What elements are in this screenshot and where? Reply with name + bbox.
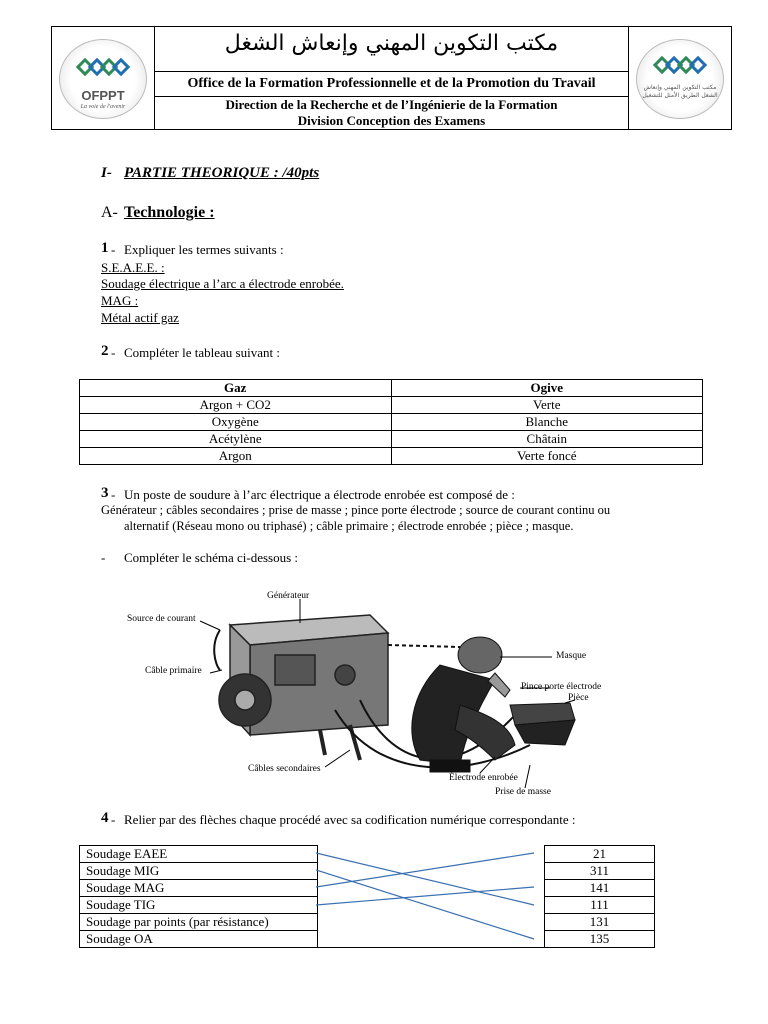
- office-title: Office de la Formation Professionnelle et de la Promotion du Travail: [155, 71, 628, 97]
- term-seaee: S.E.A.E.E. :: [101, 260, 165, 275]
- part-title: PARTIE THEORIQUE : /40pts: [124, 165, 320, 181]
- ofppt-logo-right: [628, 27, 731, 129]
- procede-cell: Soudage MAG: [80, 880, 318, 897]
- q3-text: Un poste de soudure à l’arc électrique a électrode enrobée est composé de :: [124, 487, 515, 502]
- label-prise: Prise de masse: [495, 787, 551, 797]
- q4-number: 4: [101, 810, 109, 826]
- document-header: [51, 26, 732, 130]
- section-title: Technologie :: [124, 204, 215, 221]
- table-row: [80, 431, 703, 448]
- q1-number: 1: [101, 240, 109, 256]
- code-cell: 135: [545, 931, 655, 948]
- q2-text: Compléter le tableau suivant :: [124, 345, 280, 360]
- label-cables-secondaires: Câbles secondaires: [248, 764, 321, 774]
- matching-lines: [316, 845, 536, 949]
- q1-text: Expliquer les termes suivants :: [124, 242, 284, 257]
- cell-ogive: Verte: [391, 397, 703, 414]
- code-cell: 141: [545, 880, 655, 897]
- procede-cell: Soudage MIG: [80, 863, 318, 880]
- header-ogive: Ogive: [391, 380, 703, 397]
- gas-table: [79, 379, 703, 465]
- q2-number: 2: [101, 343, 109, 359]
- table-row: [80, 414, 703, 431]
- ofppt-logo-left: [52, 27, 155, 129]
- ofppt-emblem-icon: [60, 48, 146, 88]
- cell-ogive: Blanche: [391, 414, 703, 431]
- welder-drawing: [412, 637, 515, 772]
- label-electrode: Électrode enrobée: [449, 773, 518, 783]
- table-header-row: [80, 380, 703, 397]
- division-line: Division Conception des Examens: [297, 113, 486, 128]
- logo-circle-right: [636, 39, 724, 119]
- q3-list-line1: Générateur ; câbles secondaires ; prise de masse ; pince porte électrode ; source de courant continu ou: [101, 503, 611, 517]
- label-generateur: Générateur: [267, 591, 310, 601]
- q3-task: Compléter le schéma ci-dessous :: [124, 550, 299, 565]
- procede-cell: Soudage TIG: [80, 897, 318, 914]
- table-row: [80, 448, 703, 465]
- generator-drawing: [219, 615, 388, 760]
- cell-ogive: Châtain: [391, 431, 703, 448]
- label-piece: Pièce: [568, 693, 589, 703]
- link-line: [316, 887, 534, 905]
- label-masque: Masque: [556, 651, 587, 661]
- q3-list-line2: alternatif (Réseau mono ou triphasé) ; câble primaire ; électrode enrobée ; pièce ; masque.: [124, 519, 574, 533]
- cell-gaz: Argon + CO2: [80, 397, 392, 414]
- workpiece-drawing: [510, 703, 575, 745]
- arabic-title: مكتب التكوين المهني وإنعاش الشغل: [224, 31, 559, 56]
- logo-text: OFPPT: [81, 88, 125, 103]
- header-center: [155, 27, 628, 129]
- ofppt-emblem-icon: [637, 46, 723, 86]
- direction-line: Direction de la Recherche et de l’Ingénierie de la Formation: [225, 97, 558, 112]
- label-pince: Pince porte électrode: [521, 682, 602, 692]
- procede-cell: Soudage par points (par résistance): [80, 914, 318, 931]
- part-number: I-: [101, 165, 112, 181]
- def-seaee: Soudage électrique a l’arc a électrode enrobée.: [101, 276, 344, 291]
- section-number: A-: [101, 204, 118, 221]
- code-cell: 111: [545, 897, 655, 914]
- logo-arabic-text: مكتب التكوين المهني وإنعاش الشغل الطريق الأمثل للتشغيل: [642, 84, 718, 99]
- direction-title: [155, 97, 628, 129]
- procede-cell: Soudage EAEE: [80, 846, 318, 863]
- cell-gaz: Oxygène: [80, 414, 392, 431]
- welding-station-illustration: [120, 585, 630, 800]
- procede-cell: Soudage OA: [80, 931, 318, 948]
- link-line: [316, 870, 534, 939]
- logo-tagline: La voie de l'avenir: [80, 104, 126, 110]
- def-mag: Métal actif gaz: [101, 310, 179, 325]
- label-source: Source de courant: [127, 614, 196, 624]
- logo-circle: [59, 39, 147, 119]
- q3-number: 3: [101, 485, 109, 501]
- table-row: [80, 397, 703, 414]
- cell-ogive: Verte foncé: [391, 448, 703, 465]
- code-cell: 131: [545, 914, 655, 931]
- dash: -: [101, 550, 106, 565]
- link-line: [316, 853, 534, 887]
- label-cable-primaire: Câble primaire: [145, 666, 202, 676]
- q4-text: Relier par des flèches chaque procédé avec sa codification numérique correspondante :: [124, 812, 576, 827]
- term-mag: MAG :: [101, 293, 139, 308]
- cell-gaz: Argon: [80, 448, 392, 465]
- cell-gaz: Acétylène: [80, 431, 392, 448]
- header-gaz: Gaz: [80, 380, 392, 397]
- link-line: [316, 853, 534, 905]
- code-cell: 21: [545, 846, 655, 863]
- code-cell: 311: [545, 863, 655, 880]
